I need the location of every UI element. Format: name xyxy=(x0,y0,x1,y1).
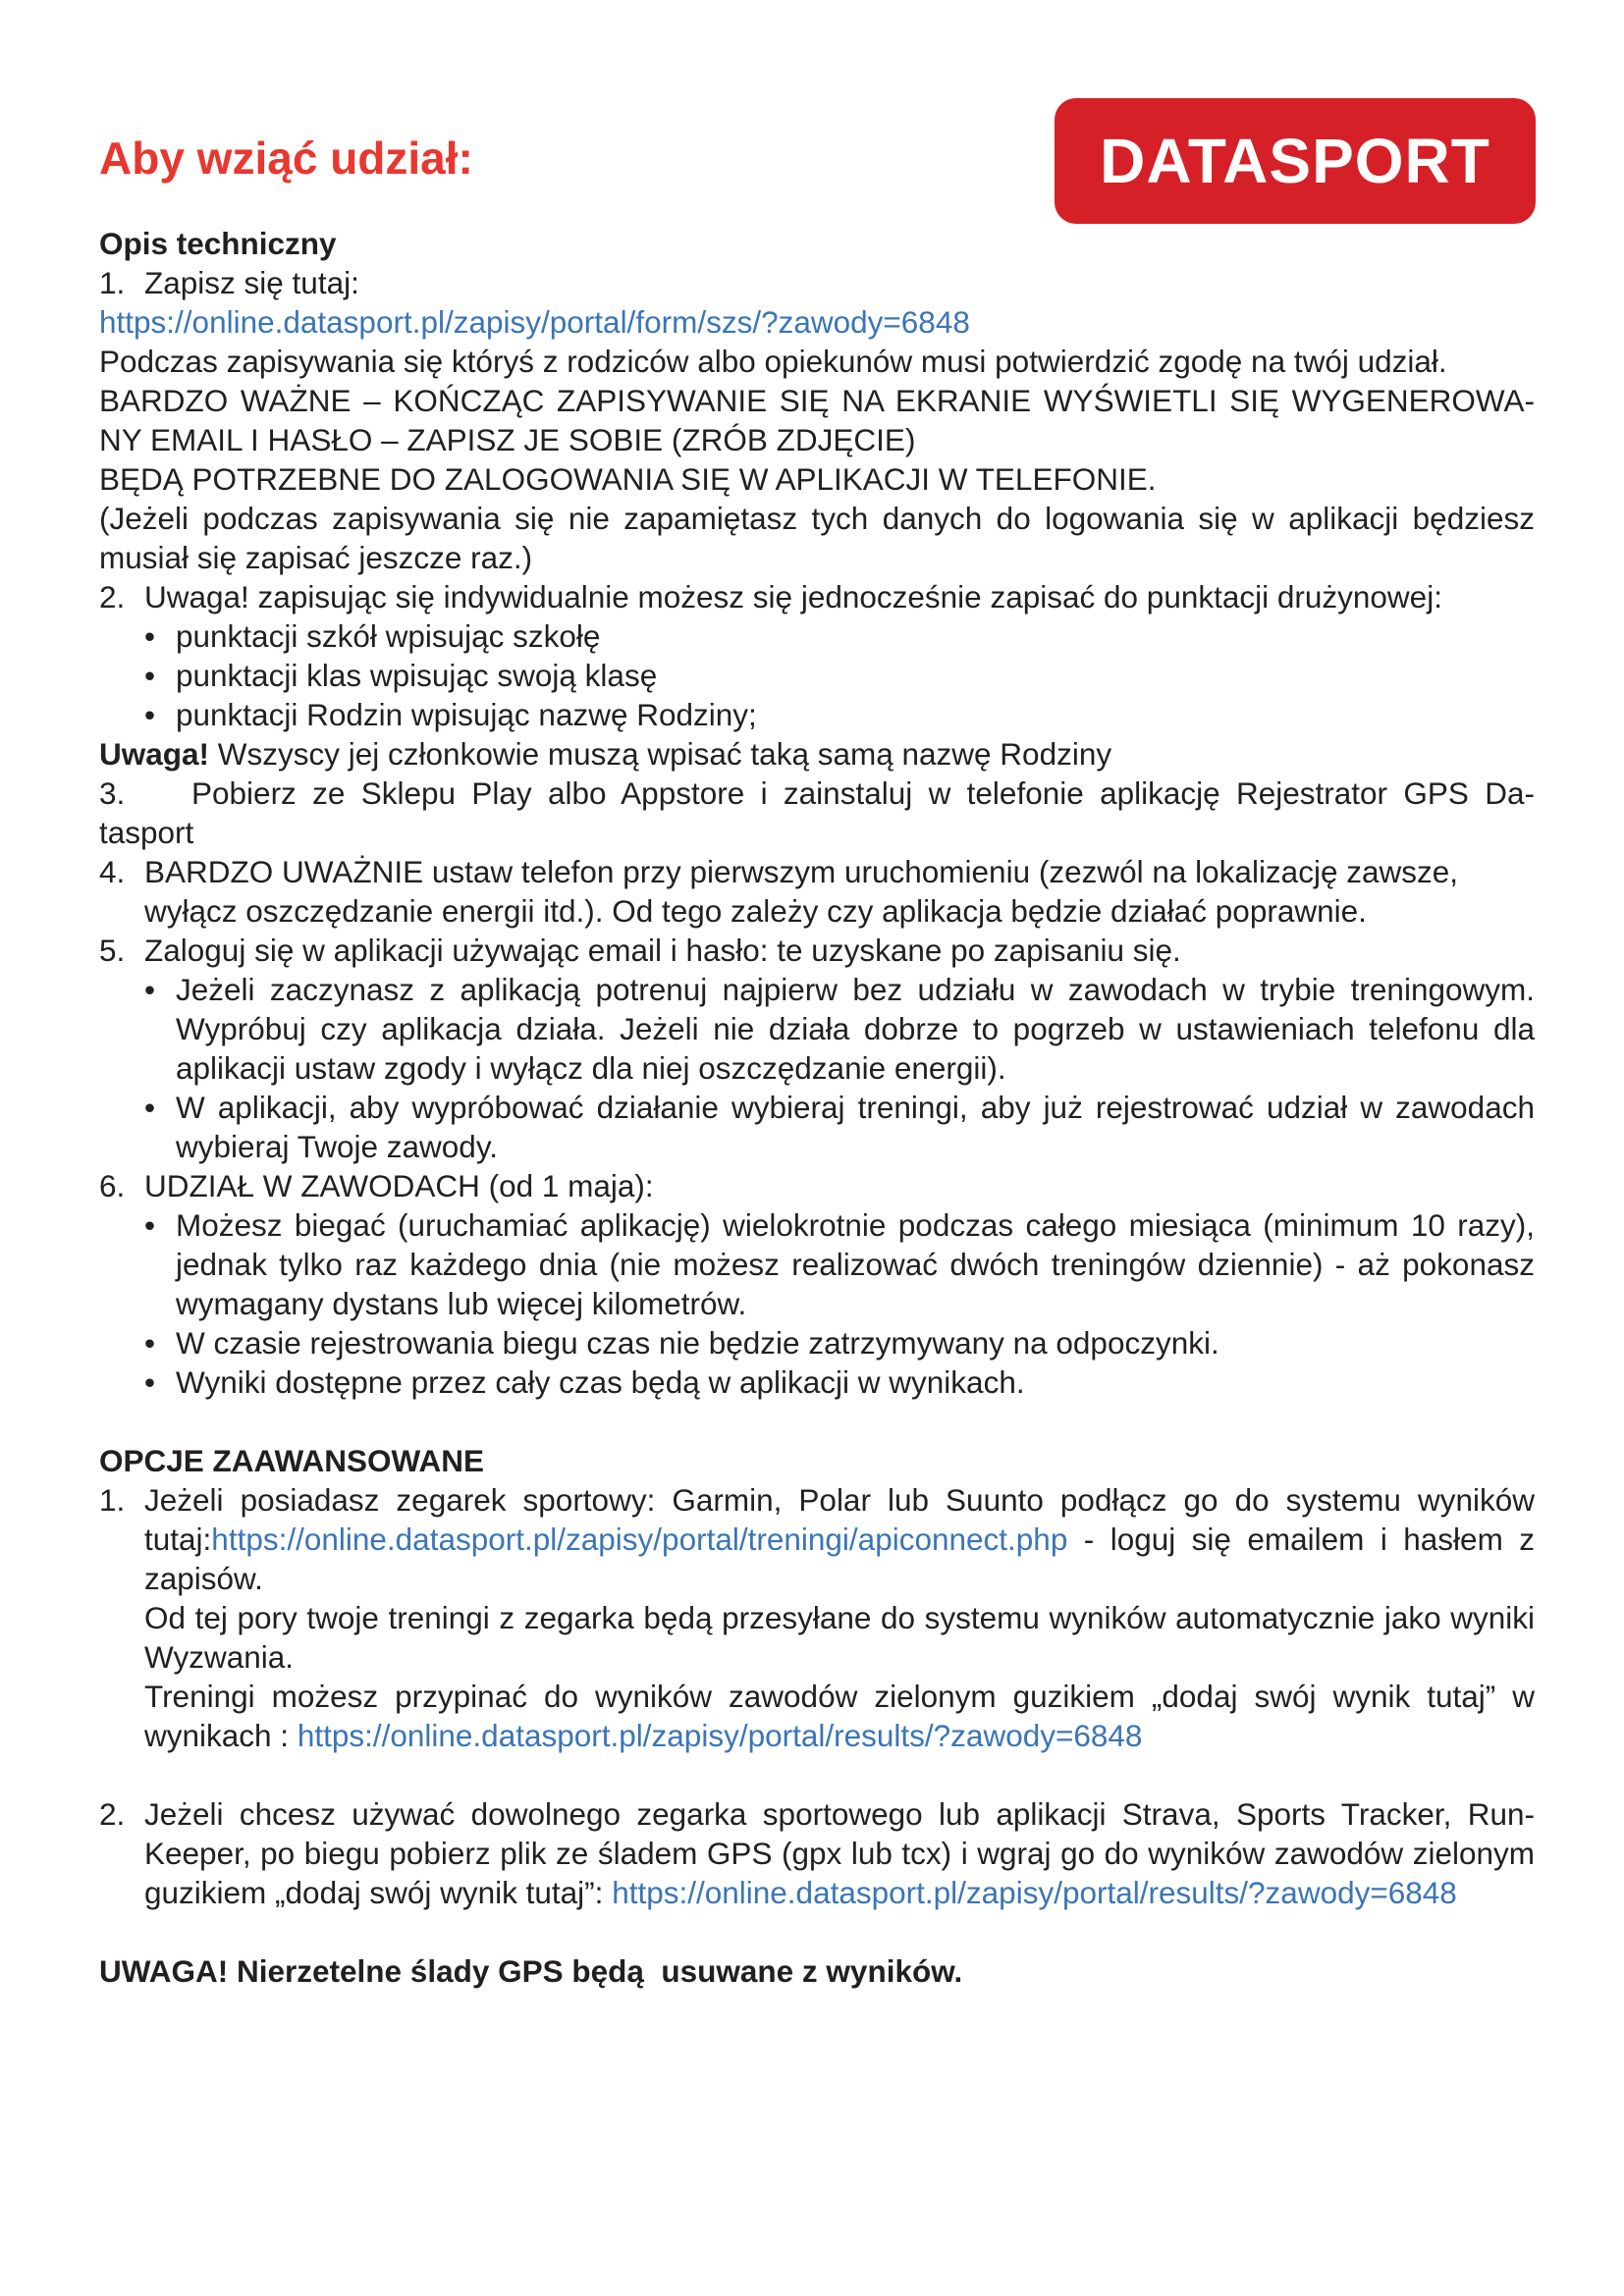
bullet-icon: • xyxy=(144,1207,156,1243)
item-number: 3. xyxy=(99,775,126,811)
bullet-text: Możesz biegać (uruchamiać aplikację) wielokrotnie podczas całego miesiąca (minimum 10 razy), jednak tylko raz każdego dnia (nie możesz realizować dwóch treningów dziennie) - aż pokonasz wymagany dystans lub więcej kilometrów. xyxy=(176,1207,1535,1321)
item-number: 2. xyxy=(99,1796,126,1832)
list-item-4 xyxy=(99,852,1535,931)
bullet-item xyxy=(99,970,1535,1088)
important-paragraph: BARDZO WAŻNE – KOŃCZĄC ZAPISYWANIE SIĘ NA EKRANIE WYŚWIETLI SIĘ WYGENEROWA-NY EMAIL I HASŁO – ZAPISZ JE SOBIE (ZRÓB ZDJĘCIE) xyxy=(99,383,1535,457)
bullet-item xyxy=(99,616,1535,656)
bullet-icon: • xyxy=(144,972,156,1007)
item-number: 4. xyxy=(99,854,126,889)
item-text: Zaloguj się w aplikacji używając email i hasło: te uzyskane po zapisaniu się. xyxy=(144,933,1181,968)
text: Jeżeli posiadasz zegarek sportowy: Garmin, Polar lub Suunto podłącz go do systemu wyników tutaj: xyxy=(144,1482,1535,1557)
gps-warning: UWAGA! Nierzetelne ślady GPS będą usuwane z wyników. xyxy=(99,1953,963,1989)
bullet-icon: • xyxy=(144,697,156,732)
bullet-item xyxy=(99,695,1535,734)
note-text: Wszyscy jej członkowie muszą wpisać taką samą nazwę Rodziny xyxy=(209,736,1112,772)
list-item-5 xyxy=(99,931,1535,970)
bullet-item xyxy=(99,1088,1535,1166)
watch-connect-paragraph xyxy=(144,1480,1535,1598)
item-number: 6. xyxy=(99,1168,126,1203)
section-heading-technical: Opis techniczny xyxy=(99,226,337,261)
list-item-6 xyxy=(99,1166,1535,1205)
results-link[interactable]: https://online.datasport.pl/zapisy/portal/results/?zawody=6848 xyxy=(297,1718,1143,1753)
bullet-icon: • xyxy=(144,1090,156,1125)
note-label: Uwaga! xyxy=(99,736,210,772)
bullet-text: Wyniki dostępne przez cały czas będą w aplikacji w wynikach. xyxy=(176,1364,1025,1400)
bullet-text: W czasie rejestrowania biegu czas nie będzie zatrzymywany na odpoczynki. xyxy=(176,1325,1219,1361)
item-text: UDZIAŁ W ZAWODACH (od 1 maja): xyxy=(144,1168,654,1203)
datasport-logo xyxy=(1055,98,1536,224)
advanced-item-2 xyxy=(99,1794,1535,1912)
item-text-continuation: tasport xyxy=(99,815,194,850)
item-number: 2. xyxy=(99,579,126,614)
item-text: Pobierz ze Sklepu Play albo Appstore i zainstaluj w telefonie aplikację Rejestrator GPS Da- xyxy=(191,775,1535,811)
list-item-1 xyxy=(99,263,1535,302)
registration-link[interactable]: https://online.datasport.pl/zapisy/portal/form/szs/?zawody=6848 xyxy=(99,304,970,340)
pin-results-paragraph xyxy=(144,1677,1535,1755)
bullet-text: W aplikacji, aby wypróbować działanie wybieraj treningi, aby już rejestrować udział w zawodach wybieraj Twoje zawody. xyxy=(176,1090,1535,1164)
needed-paragraph: BĘDĄ POTRZEBNE DO ZALOGOWANIA SIĘ W APLIKACJI W TELEFONIE. xyxy=(99,461,1157,497)
bullet-item xyxy=(99,1205,1535,1323)
item-text: Uwaga! zapisując się indywidualnie możesz się jednocześnie zapisać do punktacji drużynowej: xyxy=(144,579,1442,614)
text: Jeżeli chcesz używać dowolnego zegarka sportowego lub aplikacji Strava, Sports Tracker, Run-Keeper, po biegu pobierz plik ze śladem GPS (gpx lub tcx) i wgraj go do wyników zawodów zielonym guzikiem „dodaj swój wynik tutaj”: xyxy=(144,1796,1535,1910)
section-heading-advanced: OPCJE ZAAWANSOWANE xyxy=(99,1443,485,1478)
bullet-icon: • xyxy=(144,1364,156,1400)
consent-paragraph: Podczas zapisywania się któryś z rodziców albo opiekunów musi potwierdzić zgodę na twój udział. xyxy=(99,344,1447,379)
family-note xyxy=(99,734,1535,774)
apiconnect-link[interactable]: https://online.datasport.pl/zapisy/portal/treningi/apiconnect.php xyxy=(211,1522,1068,1557)
text: Treningi możesz przypinać do wyników zawodów zielonym guzikiem „dodaj swój wynik tutaj” w wynikach : xyxy=(144,1679,1535,1753)
bullet-item xyxy=(99,1323,1535,1362)
document-body xyxy=(99,224,1535,1991)
bullet-icon: • xyxy=(144,618,156,654)
item-text: BARDZO UWAŻNIE ustaw telefon przy pierwszym uruchomieniu (zezwól na lokalizację zawsze, wyłącz oszczędzanie energii itd.). Od tego zależy czy aplikacja będzie działać poprawnie. xyxy=(144,854,1459,929)
logo-text: DATASPORT xyxy=(1100,126,1490,196)
item-number: 5. xyxy=(99,933,126,968)
list-item-2 xyxy=(99,577,1535,616)
advanced-item-1 xyxy=(99,1480,1535,1755)
bullet-text: punktacji klas wpisując swoją klasę xyxy=(176,658,658,693)
bullet-text: punktacji szkół wpisując szkołę xyxy=(176,618,601,654)
item-text: Zapisz się tutaj: xyxy=(144,265,359,300)
text: - loguj się emailem i hasłem z zapisów. xyxy=(144,1522,1535,1596)
reregister-paragraph: (Jeżeli podczas zapisywania się nie zapamiętasz tych danych do logowania się w aplikacji będziesz musiał się zapisać jeszcze raz.) xyxy=(99,501,1535,575)
bullet-text: punktacji Rodzin wpisując nazwę Rodziny; xyxy=(176,697,757,732)
gpx-upload-paragraph xyxy=(144,1794,1535,1912)
page-title: Aby wziąć udział: xyxy=(99,133,473,184)
item-number: 1. xyxy=(99,1482,126,1518)
bullet-item xyxy=(99,656,1535,695)
bullet-text: Jeżeli zaczynasz z aplikacją potrenuj najpierw bez udziału w zawodach w trybie treningowym. Wypróbuj czy aplikacja działa. Jeżeli nie działa dobrze to pogrzeb w ustawieniach telefonu dla aplikacji ustaw zgody i wyłącz dla niej oszczędzanie energii). xyxy=(176,972,1535,1086)
bullet-icon: • xyxy=(144,658,156,693)
bullet-item xyxy=(99,1362,1535,1402)
results-link-2[interactable]: https://online.datasport.pl/zapisy/portal/results/?zawody=6848 xyxy=(612,1875,1457,1910)
bullet-icon: • xyxy=(144,1325,156,1361)
auto-sync-paragraph: Od tej pory twoje treningi z zegarka będą przesyłane do systemu wyników automatycznie jako wyniki Wyzwania. xyxy=(144,1600,1535,1675)
item-number: 1. xyxy=(99,265,126,300)
list-item-3 xyxy=(99,774,1535,813)
